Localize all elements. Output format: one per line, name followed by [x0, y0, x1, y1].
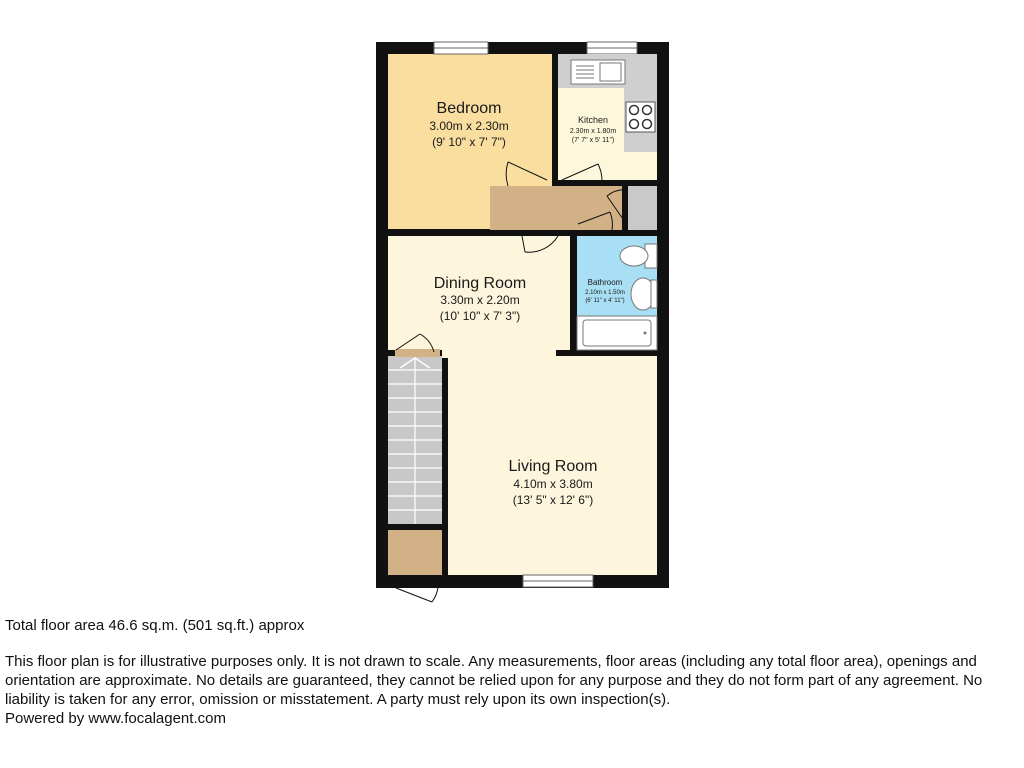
bedroom-metric: 3.00m x 2.30m [429, 119, 509, 133]
window-living-room [523, 575, 593, 587]
sink-icon [571, 60, 625, 84]
kitchen-name: Kitchen [577, 115, 609, 125]
living-room-metric: 4.10m x 3.80m [513, 477, 593, 491]
dining-room-name: Dining Room [433, 275, 527, 292]
entrance-lobby-floor [388, 530, 442, 575]
dining-room-metric: 3.30m x 2.20m [440, 293, 520, 307]
hallway-floor [490, 186, 622, 230]
hob-icon [626, 102, 655, 132]
kitchen-imperial: (7' 7" x 5' 11") [571, 137, 615, 144]
bathroom-metric: 2.10m x 1.50m [585, 290, 625, 296]
bedroom-name: Bedroom [436, 100, 502, 117]
bath-icon [577, 316, 657, 350]
basin-icon [620, 244, 657, 268]
bedroom-imperial: (9' 10" x 7' 7") [432, 135, 506, 149]
dining-room-imperial: (10' 10" x 7' 3") [439, 309, 521, 323]
bathroom-imperial: (6' 11" x 4' 11") [585, 298, 625, 304]
bathroom-name: Bathroom [587, 278, 623, 287]
cupboard-floor [628, 186, 657, 230]
window-kitchen [587, 42, 637, 54]
powered-by-link[interactable]: Powered by www.focalagent.com [5, 710, 226, 727]
living-room-imperial: (13' 5" x 12' 6") [512, 493, 594, 507]
living-dining-opening [442, 344, 556, 358]
living-room-name: Living Room [508, 458, 598, 475]
disclaimer-text: This floor plan is for illustrative purposes only. It is not drawn to scale. Any measurements, floor areas (including any total floor area), openings and orientation are approximate. No details are guaranteed, they cannot be relied upon for any purpose and they do not form part of any agreement. No liability is taken for any error, omission or misstatement. A party must rely upon its own inspection(s). [5, 653, 983, 708]
door-entrance [396, 588, 438, 602]
toilet-icon [631, 278, 657, 310]
window-bedroom [434, 42, 488, 54]
kitchen-metric: 2.30m x 1.80m [569, 128, 617, 135]
total-floor-area: Total floor area 46.6 sq.m. (501 sq.ft.) approx [5, 617, 305, 634]
